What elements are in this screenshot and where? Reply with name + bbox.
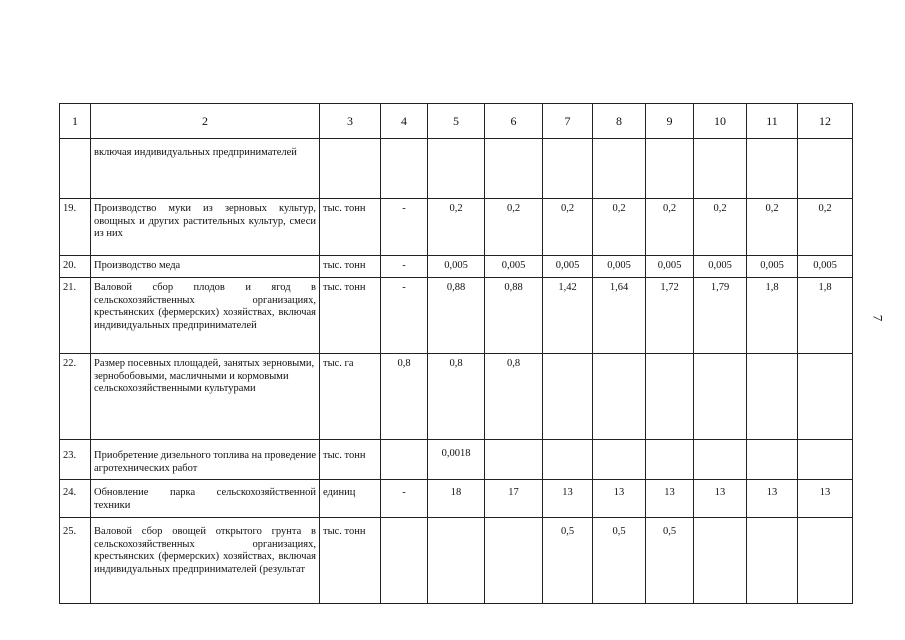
value-col-12: [798, 354, 853, 440]
header-cell-6: 6: [485, 104, 543, 139]
table-row: [60, 256, 853, 278]
value-col-7: 0,5: [543, 518, 593, 604]
value-col-6: 0,88: [485, 278, 543, 354]
indicator-name: Валовой сбор плодов и ягод в сельскохозяйственных организациях, крестьянских (фермерских) хозяйствах, включая индивидуальных предпринимателей: [91, 278, 320, 354]
indicator-name: Приобретение дизельного топлива на проведение агротехнических работ: [91, 440, 320, 480]
value-col-6: [485, 440, 543, 480]
value-col-9: 0,2: [646, 199, 694, 256]
table-row: [60, 518, 853, 604]
value-col-9: [646, 354, 694, 440]
value-col-4: 0,8: [381, 354, 428, 440]
table-row: [60, 199, 853, 256]
value-col-10: 13: [694, 480, 747, 518]
value-col-5: [428, 518, 485, 604]
value-col-12: 13: [798, 480, 853, 518]
value-col-6: [485, 518, 543, 604]
value-col-7: [543, 354, 593, 440]
value-col-5: 0,2: [428, 199, 485, 256]
value-col-8: 0,005: [593, 256, 646, 278]
header-cell-3: 3: [320, 104, 381, 139]
header-cell-10: 10: [694, 104, 747, 139]
continuation-text: включая индивидуальных предпринимателей: [91, 139, 320, 199]
table-row: [60, 440, 853, 480]
row-number: 19.: [60, 199, 91, 256]
value-col-9: 0,5: [646, 518, 694, 604]
header-cell-11: 11: [747, 104, 798, 139]
row-number: 24.: [60, 480, 91, 518]
value-col-5: 0,0018: [428, 440, 485, 480]
unit-cell: тыс. тонн: [320, 278, 381, 354]
header-cell-9: 9: [646, 104, 694, 139]
value-col-12: [798, 440, 853, 480]
row-number: 20.: [60, 256, 91, 278]
page-number: 7: [870, 314, 886, 322]
value-col-11: 1,8: [747, 278, 798, 354]
value-col-7: [543, 440, 593, 480]
row-number: 25.: [60, 518, 91, 604]
value-col-4: -: [381, 480, 428, 518]
value-col-7: 1,42: [543, 278, 593, 354]
value-col-5: 0,88: [428, 278, 485, 354]
header-cell-5: 5: [428, 104, 485, 139]
value-col-12: 0,2: [798, 199, 853, 256]
table-row-continuation: [60, 139, 853, 199]
value-col-6: 0,005: [485, 256, 543, 278]
value-col-12: 0,005: [798, 256, 853, 278]
value-col-11: [747, 518, 798, 604]
header-cell-8: 8: [593, 104, 646, 139]
value-col-10: [694, 354, 747, 440]
value-col-11: 0,2: [747, 199, 798, 256]
value-col-4: [381, 518, 428, 604]
value-col-6: 0,8: [485, 354, 543, 440]
header-cell-2: 2: [91, 104, 320, 139]
indicator-name: Производство муки из зерновых культур, овощных и других растительных культур, смеси из них: [91, 199, 320, 256]
value-col-8: 1,64: [593, 278, 646, 354]
unit-cell: единиц: [320, 480, 381, 518]
table-row: [60, 278, 853, 354]
value-col-11: 0,005: [747, 256, 798, 278]
value-col-12: 1,8: [798, 278, 853, 354]
value-col-7: 0,2: [543, 199, 593, 256]
row-number: 21.: [60, 278, 91, 354]
value-col-10: 0,2: [694, 199, 747, 256]
num-cell: [60, 139, 91, 199]
value-col-8: [593, 440, 646, 480]
value-col-4: -: [381, 278, 428, 354]
value-col-10: [694, 440, 747, 480]
row-number: 23.: [60, 440, 91, 480]
value-col-11: 13: [747, 480, 798, 518]
value-col-12: [798, 518, 853, 604]
value-col-5: 18: [428, 480, 485, 518]
unit-cell: тыс. тонн: [320, 256, 381, 278]
unit-cell: тыс. тонн: [320, 440, 381, 480]
value-col-7: 13: [543, 480, 593, 518]
value-col-10: 0,005: [694, 256, 747, 278]
value-col-5: 0,8: [428, 354, 485, 440]
value-col-8: [593, 354, 646, 440]
value-col-9: [646, 440, 694, 480]
value-col-8: 0,5: [593, 518, 646, 604]
row-number: 22.: [60, 354, 91, 440]
value-col-11: [747, 440, 798, 480]
value-col-11: [747, 354, 798, 440]
value-col-4: -: [381, 199, 428, 256]
header-row: [60, 104, 853, 139]
value-col-4: [381, 440, 428, 480]
value-col-7: 0,005: [543, 256, 593, 278]
indicator-name: Производство меда: [91, 256, 320, 278]
value-col-5: 0,005: [428, 256, 485, 278]
value-col-10: [694, 518, 747, 604]
value-col-9: 1,72: [646, 278, 694, 354]
table-row: [60, 354, 853, 440]
indicators-table: [59, 103, 853, 604]
value-col-10: 1,79: [694, 278, 747, 354]
indicator-name: Размер посевных площадей, занятых зерновыми, зернобобовыми, масличными и кормовыми сельскохозяйственными культурами: [91, 354, 320, 440]
indicator-name: Обновление парка сельскохозяйственной техники: [91, 480, 320, 518]
value-col-6: 17: [485, 480, 543, 518]
value-col-8: 13: [593, 480, 646, 518]
value-col-9: 13: [646, 480, 694, 518]
value-col-4: -: [381, 256, 428, 278]
table-row: [60, 480, 853, 518]
header-cell-12: 12: [798, 104, 853, 139]
header-cell-7: 7: [543, 104, 593, 139]
value-col-6: 0,2: [485, 199, 543, 256]
value-col-9: 0,005: [646, 256, 694, 278]
unit-cell: тыс. тонн: [320, 518, 381, 604]
indicator-name: Валовой сбор овощей открытого грунта в сельскохозяйственных организациях, крестьянских (фермерских) хозяйствах, включая индивидуальных предпринимателей (результат: [91, 518, 320, 604]
unit-cell: тыс. тонн: [320, 199, 381, 256]
value-col-8: 0,2: [593, 199, 646, 256]
header-cell-4: 4: [381, 104, 428, 139]
header-cell-1: 1: [60, 104, 91, 139]
unit-cell: тыс. га: [320, 354, 381, 440]
